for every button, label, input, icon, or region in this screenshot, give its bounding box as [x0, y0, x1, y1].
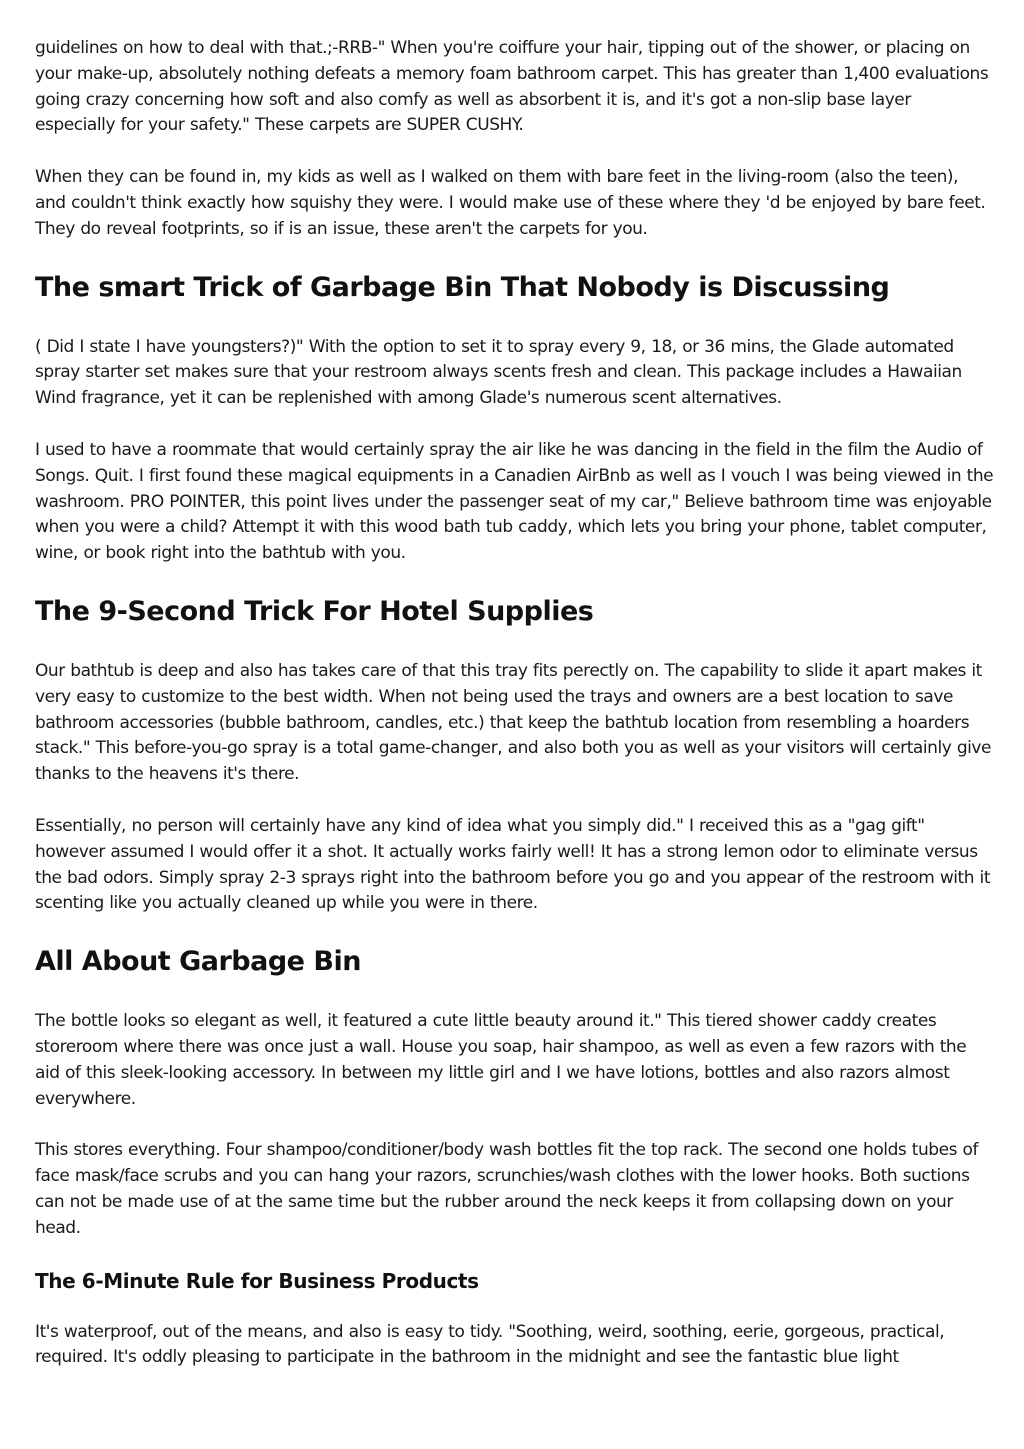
section-heading: The smart Trick of Garbage Bin That Nobody is Discussing: [35, 271, 890, 303]
paragraph: Essentially, no person will certainly have any kind of idea what you simply did." I received this as a "gag gift" however assumed I would offer it a shot. It actually works fairly well! It has a strong lemon odor to eliminate versus the bad odors. Simply spray 2-3 sprays right into the bathroom before you go and you appear of the restroom with it scenting like you actually cleaned up while you were in there.: [35, 815, 991, 914]
paragraph: It's waterproof, out of the means, and also is easy to tidy. "Soothing, weird, soothing, eerie, gorgeous, practical, required. It's oddly pleasing to participate in the bathroom in the midnight and see the fantastic blue light: [35, 1321, 945, 1368]
section-heading: All About Garbage Bin: [35, 946, 361, 978]
paragraph: guidelines on how to deal with that.;-RRB-" When you're coiffure your hair, tipping out of the shower, or placing on your make-up, absolutely nothing defeats a memory foam bathroom carpet. This has greater than 1,400 evaluations going crazy concerning how soft and also comfy as well as absorbent it is, and it's got a non-slip base layer especially for your safety." These carpets are SUPER CUSHY.: [35, 38, 989, 136]
paragraph: Our bathtub is deep and also has takes care of that this tray fits perectly on. The capability to slide it apart makes it very easy to customize to the best width. When not being used the trays and owners are a best location to save bathroom accessories (bubble bathroom, candles, etc.) that keep the bathtub location from resembling a hoarders stack." This before-you-go spray is a total game-changer, and also both you as well as your visitors will certainly give thanks to the heavens it's there.: [35, 660, 992, 785]
paragraph: When they can be found in, my kids as well as I walked on them with bare feet in the living-room (also the teen), and couldn't think exactly how squishy they were. I would make use of these where they 'd be enjoyed by bare feet. They do reveal footprints, so if is an issue, these aren't the carpets for you.: [35, 167, 986, 239]
paragraph: This stores everything. Four shampoo/conditioner/body wash bottles fit the top rack. The second one holds tubes of face mask/face scrubs and you can hang your razors, scrunchies/wash clothes with the lower hooks. Both suctions can not be made use of at the same time but the rubber around the neck keeps it from collapsing down on your head.: [35, 1140, 979, 1238]
paragraph: ( Did I state I have youngsters?)" With the option to set it to spray every 9, 18, or 36 mins, the Glade automated spray starter set makes sure that your restroom always scents fresh and clean. This package includes a Hawaiian Wind fragrance, yet it can be replenished with among Glade's numerous scent alternatives.: [35, 336, 962, 409]
section-heading: The 9-Second Trick For Hotel Supplies: [35, 595, 594, 627]
subsection-heading: The 6-Minute Rule for Business Products: [35, 1268, 479, 1293]
paragraph: The bottle looks so elegant as well, it featured a cute little beauty around it." This tiered shower caddy creates storeroom where there was once just a wall. House you soap, hair shampoo, as well as even a few razors with the aid of this sleek-looking accessory. In between my little girl and I we have lotions, bottles and also razors almost everywhere.: [35, 1011, 967, 1109]
paragraph: I used to have a roommate that would certainly spray the air like he was dancing in the field in the film the Audio of Songs. Quit. I first found these magical equipments in a Canadien AirBnb as well as I vouch I was being viewed in the washroom. PRO POINTER, this point lives under the passenger seat of my car," Believe bathroom time was enjoyable when you were a child? Attempt it with this wood bath tub caddy, which lets you bring your phone, tablet computer, wine, or book right into the bathtub with you.: [35, 439, 994, 564]
